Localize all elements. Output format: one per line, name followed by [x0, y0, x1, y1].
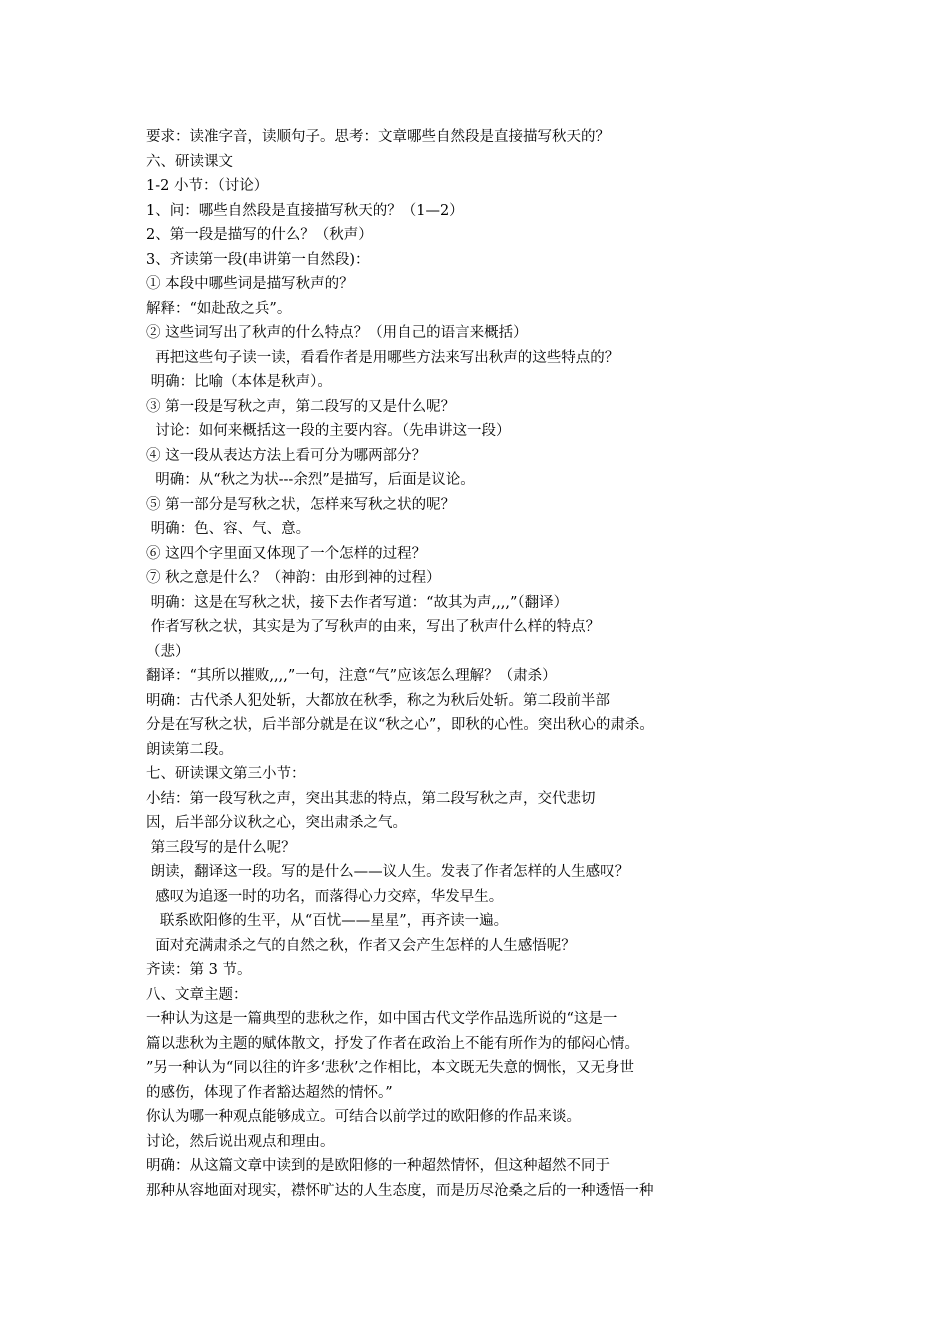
text-line: 明确：从这篇文章中读到的是欧阳修的一种超然情怀，但这种超然不同于 [146, 1158, 610, 1174]
text-line: 讨论，然后说出观点和理由。 [146, 1133, 335, 1150]
text-line: 分是在写秋之状，后半部分就是在议“秋之心”，即秋的心性。突出秋心的肃杀。 [146, 717, 654, 733]
section-heading: 七、研读课文第三小节： [146, 766, 306, 782]
text-line: ③ 第一段是写秋之声，第二段写的又是什么呢？ [146, 398, 456, 415]
text-line: 朗读，翻译这一段。写的是什么——议人生。发表了作者怎样的人生感叹？ [146, 864, 630, 880]
text-line: 齐读：第 3 节。 [146, 962, 252, 978]
text-line: 第三段写的是什么呢？ [146, 839, 296, 856]
text-line: 你认为哪一种观点能够成立。可结合以前学过的欧阳修的作品来谈。 [146, 1109, 581, 1125]
section-heading: 八、文章主题： [146, 986, 248, 1003]
text-line: 翻译：“其所以摧败,,,,”一句，注意“气”应该怎么理解？（肃杀） [146, 668, 557, 684]
text-line: 明确：色、容、气、意。 [146, 521, 311, 537]
text-line: ⑥ 这四个字里面又体现了一个怎样的过程？ [146, 545, 427, 562]
text-line: 联系欧阳修的生平，从“百忧——星星”，再齐读一遍。 [146, 913, 509, 929]
text-line: 明确：古代杀人犯处斩，大都放在秋季，称之为秋后处斩。第二段前半部 [146, 692, 610, 709]
text-line: 的感伤，体现了作者豁达超然的情怀。” [146, 1084, 393, 1101]
text-line: 要求：读准字音，读顺句子。思考：文章哪些自然段是直接描写秋天的？ [146, 129, 610, 145]
text-line: 作者写秋之状，其实是为了写秋声的由来，写出了秋声什么样的特点？ [146, 619, 601, 635]
text-line: 3、齐读第一段(串讲第一自然段)： [146, 251, 370, 268]
text-line: 感叹为追逐一时的功名，而落得心力交瘁，华发早生。 [146, 888, 504, 905]
text-line: ① 本段中哪些词是描写秋声的？ [146, 276, 354, 292]
text-line: ④ 这一段从表达方法上看可分为哪两部分？ [146, 447, 427, 464]
text-line: ⑦ 秋之意是什么？（神韵：由形到神的过程） [146, 570, 441, 586]
text-line: 讨论：如何来概括这一段的主要内容。（先串讲这一段） [146, 423, 511, 439]
text-line: 2、第一段是描写的什么？（秋声） [146, 227, 373, 243]
text-line: 明确：从“秋之为状---余烈”是描写，后面是议论。 [146, 472, 475, 488]
text-line: 再把这些句子读一读，看看作者是用哪些方法来写出秋声的这些特点的？ [146, 349, 620, 366]
text-line: ”另一种认为“同以往的许多‘悲秋’之作相比，本文既无失意的惆怅，又无身世 [146, 1060, 635, 1076]
text-line: 面对充满肃杀之气的自然之秋，作者又会产生怎样的人生感悟呢？ [146, 937, 576, 954]
text-line: 那种从容地面对现实，襟怀旷达的人生态度，而是历尽沧桑之后的一种透悟一种 [146, 1182, 654, 1199]
text-line: 小结：第一段写秋之声，突出其悲的特点，第二段写秋之声，交代悲切 [146, 790, 596, 807]
document-body [146, 125, 796, 1203]
text-line: ② 这些词写出了秋声的什么特点？（用自己的语言来概括） [146, 325, 528, 341]
text-line: 篇以悲秋为主题的赋体散文，抒发了作者在政治上不能有所作为的郁闷心情。 [146, 1035, 639, 1052]
text-line: 1、问：哪些自然段是直接描写秋天的？（1—2） [146, 202, 464, 219]
text-line: 1-2 小节：（讨论） [146, 178, 269, 194]
text-line: 一种认为这是一篇典型的悲秋之作，如中国古代文学作品选所说的“这是一 [146, 1011, 618, 1027]
section-heading: 六、研读课文 [146, 153, 233, 170]
text-line: （悲） [146, 643, 190, 660]
text-line: 解释：“如赴敌之兵”。 [146, 300, 292, 317]
text-line: ⑤ 第一部分是写秋之状，怎样来写秋之状的呢？ [146, 496, 456, 513]
text-line: 因，后半部分议秋之心，突出肃杀之气。 [146, 815, 407, 831]
text-line: 明确：比喻（本体是秋声）。 [146, 374, 332, 390]
text-line: 朗读第二段。 [146, 741, 233, 758]
text-line: 明确：这是在写秋之状，接下去作者写道：“故其为声,,,,”（翻译） [146, 594, 569, 611]
